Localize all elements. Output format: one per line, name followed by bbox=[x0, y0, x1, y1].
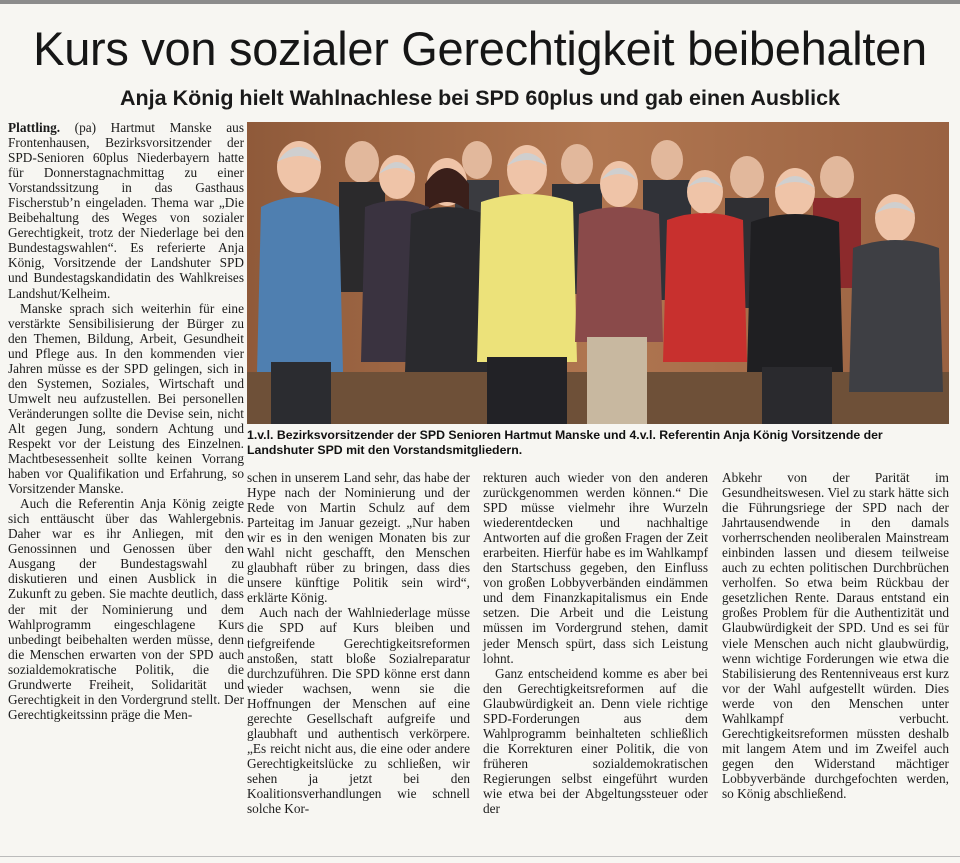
paragraph: Abkehr von der Parität im Gesundheitswesen. Viel zu stark hätte sich die Führungsriege der SPD nach der Jahrtausendwende in den damals vorherrschenden neoliberalen Mainstream einbinden lassen und diesem teilweise auch zu echten politischen Durchbrüchen verholfen. So etwa beim Rückbau der gesetzlichen Rente. Daraus entstand ein großes Problem für die Authentizität und Glaubwürdigkeit der SPD. Und es sei für viele Menschen auch nicht glaubwürdig, wenn wichtige Forderungen wie etwa die Stabilisierung des Rentenniveaus erst kurz vor der Wahl aufgestellt würden. Dies werde von den Menschen unter Wahlkampf verbucht. Gerechtigkeitsreformen müssten deshalb mit langem Atem und im Zweifel auch gegen den Widerstand mächtiger Lobbyverbände durchgefochten werden, so König abschließend. bbox=[722, 470, 949, 801]
photo-caption: 1.v.l. Bezirksvorsitzender der SPD Senioren Hartmut Manske und 4.v.l. Referentin Anja König Vorsitzende der Landshuter SPD mit den Vorstandsmitgliedern. bbox=[247, 428, 883, 457]
article-column-4 bbox=[722, 470, 949, 801]
paragraph: Auch die Referentin Anja König zeigte sich enttäuscht über das Wahlergebnis. Daher war es ihr Anliegen, mit den Genossinnen und Genossen über den Ausgang der Bundestagswahl zu diskutieren und einen Ausblick in die Zukunft zu geben. Sie machte deutlich, dass der mit der Nominierung und dem Wahlprogramm eingeschlagene Kurs unbedingt beibehalten werden müsse, denn die Menschen erwarten von der SPD auch sozialdemokratische Politik, die die Grundwerte Freiheit, Solidarität und Gerechtigkeit in den Vordergrund stellt. Der Gerechtigkeitssinn präge die Men- bbox=[8, 496, 244, 722]
paragraph: Auch nach der Wahlniederlage müsse die SPD auf Kurs bleiben und tiefgreifende Gerechtigkeitsreformen anstoßen, statt bloße Sozialreparatur durchzuführen. Die SPD könne erst dann wieder wachsen, wenn sie die Hoffnungen der Menschen auf eine gerechte Gesellschaft aufgreife und glaubhaft und authentisch verkörpere. „Es reicht nicht aus, die eine oder andere Gerechtigkeitslücke zu schließen, wir sehen ja jetzt bei den Koalitionsverhandlungen wie schnell solche Kor- bbox=[247, 605, 470, 817]
subheadline: Anja König hielt Wahlnachlese bei SPD 60plus und gab einen Ausblick bbox=[120, 86, 840, 110]
dateline: Plattling. bbox=[8, 120, 61, 135]
paragraph: Ganz entscheidend komme es aber bei den Gerechtigkeitsreformen auf die Glaubwürdigkeit an. Denn viele richtige SPD-Forderungen aus dem Wahlprogramm beinhalteten schließlich die Korrekturen einer Politik, die von früheren sozialdemokratischen Regierungen selbst eingeführt wurden wie etwa bei der Abgeltungssteuer oder der bbox=[483, 665, 708, 817]
paragraph: rekturen auch wieder von den anderen zurückgenommen werden können.“ Die SPD müsse vielmehr ihre Wurzeln wiederentdecken und nachhaltige Antworten auf die großen Fragen der Zeit erarbeiten. Hierfür habe es im Wahlkampf den Startschuss gegeben, den Einfluss von großen Lobbyverbänden eindämmen und dem Finanzkapitalismus ein Ende setzen. Die Arbeit und die Leistung müssen im Vordergrund stehen, damit jeder Mensch spürt, dass sich Leistung lohnt. bbox=[483, 470, 708, 666]
article-column-3 bbox=[483, 470, 708, 816]
top-rule bbox=[0, 0, 960, 4]
paragraph: schen in unserem Land sehr, das habe der Hype nach der Nominierung und der Rede von Martin Schulz auf dem Parteitag im Januar gezeigt. „Nur haben wir es in den wenigen Monaten bis zur Wahl nicht geschafft, den Menschen glaubhaft rüber zu bringen, dass dies unsere künftige Politik sein wird“, erklärte König. bbox=[247, 470, 470, 606]
article-column-2 bbox=[247, 470, 470, 816]
paragraph bbox=[8, 120, 244, 301]
bottom-rule bbox=[0, 856, 960, 857]
group-photo-illustration bbox=[247, 122, 949, 424]
paragraph-text: (pa) Hartmut Manske aus Frontenhausen, Bezirksvorsitzender der SPD-Senioren 60plus Niederbayern hatte für Donnerstagnachmittag zu einer Vorstandssitzung in das Gasthaus Fischerstub’n eingeladen. Thema war „Die Beibehaltung des Weges von sozialer Gerechtigkeit, trotz der Niederlage bei den Bundestagswahlen“. Es referierte Anja König, Vorsitzende der Landshuter SPD und Bundestagskandidatin des Wahlkreises Landshut/Kelheim. bbox=[8, 120, 244, 301]
paragraph: Manske sprach sich weiterhin für eine verstärkte Sensibilisierung der Bürger zu den Themen, Bildung, Arbeit, Gesundheit und Pflege aus. In den kommenden vier Jahren müsse es der SPD gelingen, sich in den Systemen, Soziales, Wirtschaft und Umwelt neu aufzustellen. Bei personellen Veränderungen sollte die Devise sein, nicht Alt gegen Jung, sondern Achtung und Respekt vor der Leistung des Einzelnen. Machtbesessenheit sollte keinen Vorrang haben vor Qualifikation und Erfahrung, so Vorsitzender Manske. bbox=[8, 300, 244, 497]
article-column-1 bbox=[8, 120, 244, 722]
headline: Kurs von sozialer Gerechtigkeit beibehalten bbox=[33, 22, 927, 75]
group-photo bbox=[247, 122, 949, 424]
